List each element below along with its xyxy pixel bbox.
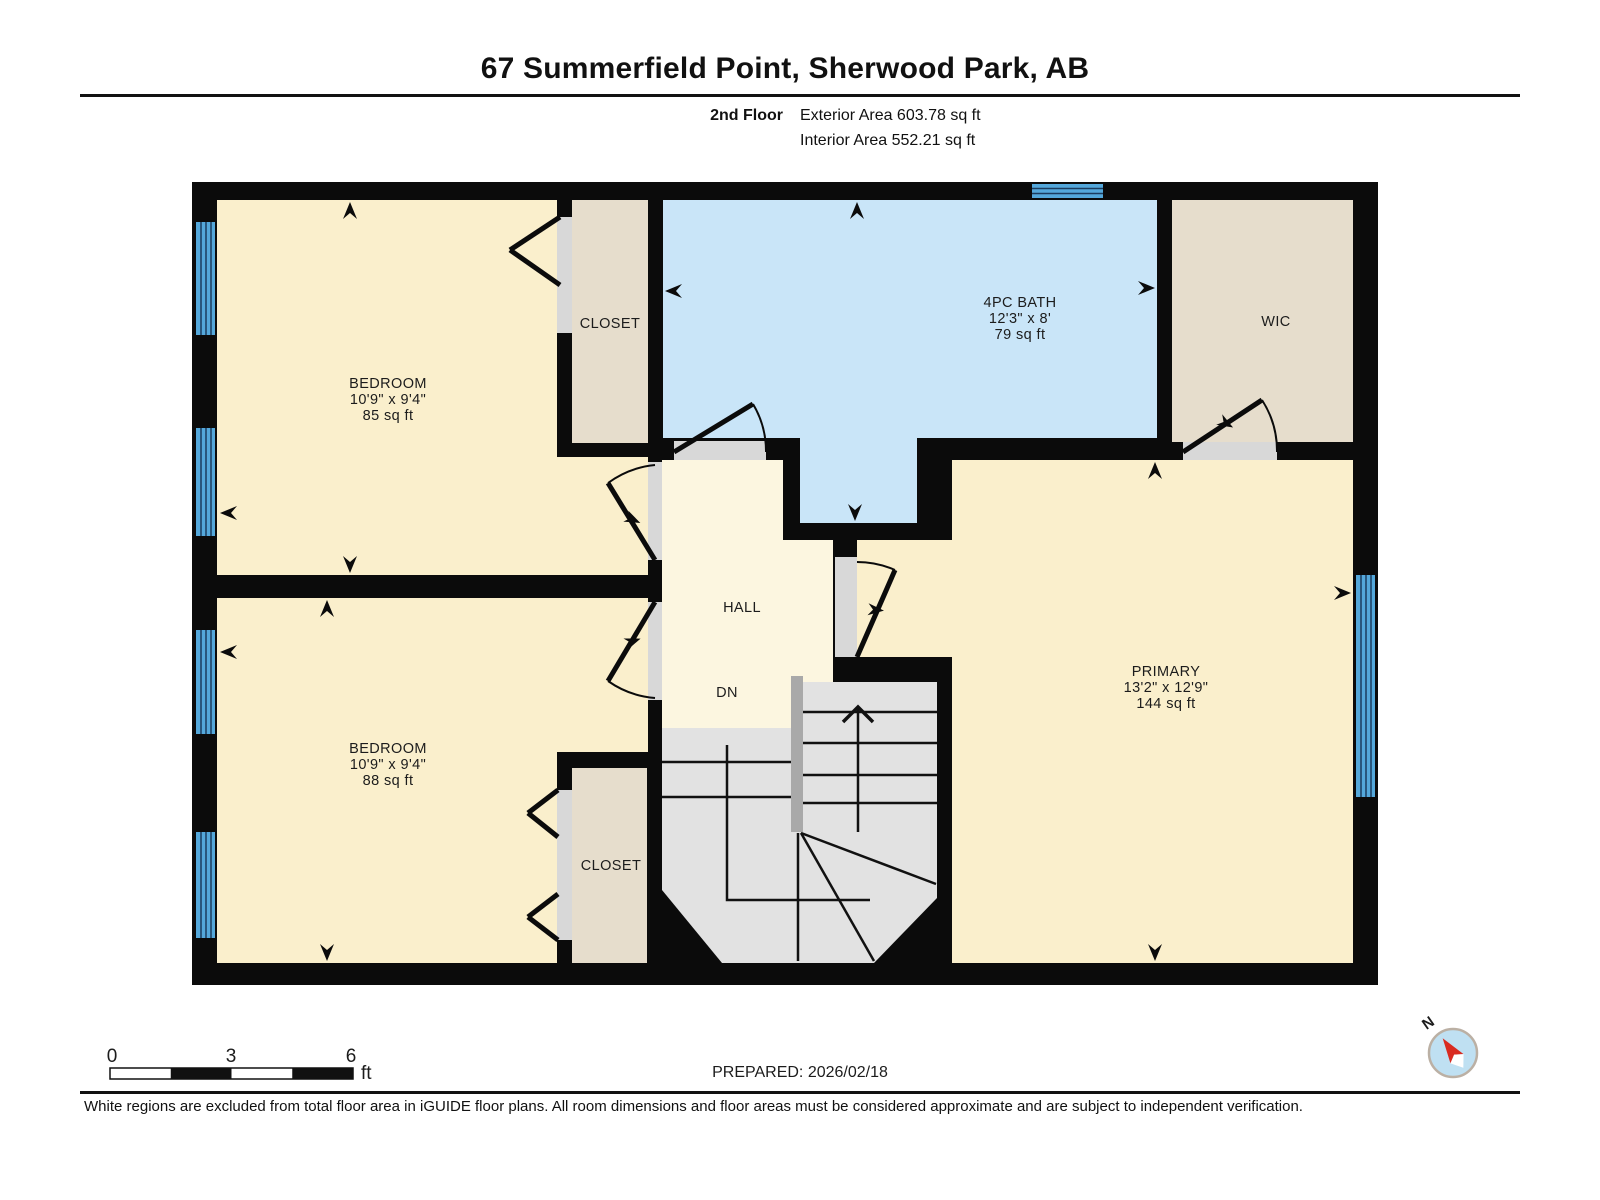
bedroom-bottom-dims: 10'9" x 9'4" xyxy=(349,757,427,773)
scale-tick-0: 0 xyxy=(106,1046,118,1067)
bath-area: 79 sq ft xyxy=(994,327,1046,343)
scale-bar xyxy=(107,1046,373,1084)
bath-dims: 12'3" x 8' xyxy=(988,311,1052,327)
primary-dims: 13'2" x 12'9" xyxy=(1123,680,1209,696)
closet-top-label: CLOSET xyxy=(579,316,641,332)
prepared-date: PREPARED: 2026/02/18 xyxy=(712,1064,888,1081)
scale-tick-3: 3 xyxy=(225,1046,237,1067)
bedroom-top-name: BEDROOM xyxy=(349,376,427,392)
scale-unit: ft xyxy=(361,1063,372,1084)
bedroom-bottom-name: BEDROOM xyxy=(349,741,427,757)
floor-label: 2nd Floor xyxy=(710,107,783,124)
bedroom-top-dims: 10'9" x 9'4" xyxy=(349,392,427,408)
wic-label: WIC xyxy=(1261,314,1291,330)
stairs-down-label: DN xyxy=(716,685,738,701)
interior-area-text: Interior Area 552.21 sq ft xyxy=(800,132,976,149)
hall-label: HALL xyxy=(723,600,761,616)
compass-icon xyxy=(1419,1013,1477,1077)
bedroom-top-area: 85 sq ft xyxy=(362,408,414,424)
disclaimer-text: White regions are excluded from total floor area in iGUIDE floor plans. All room dimensions and floor areas must be considered approximate and are subject to independent verification. xyxy=(84,1098,1303,1115)
footer-divider xyxy=(80,1091,1520,1094)
primary-area: 144 sq ft xyxy=(1136,696,1196,712)
bedroom-bottom-area: 88 sq ft xyxy=(362,773,414,789)
primary-name: PRIMARY xyxy=(1131,664,1201,680)
compass-north-label: N xyxy=(1419,1013,1438,1034)
exterior-area-text: Exterior Area 603.78 sq ft xyxy=(800,107,981,124)
bath-name: 4PC BATH xyxy=(983,295,1057,311)
scale-tick-6: 6 xyxy=(345,1046,357,1067)
closet-bottom-label: CLOSET xyxy=(580,858,642,874)
page-title: 67 Summerfield Point, Sherwood Park, AB xyxy=(480,52,1090,85)
